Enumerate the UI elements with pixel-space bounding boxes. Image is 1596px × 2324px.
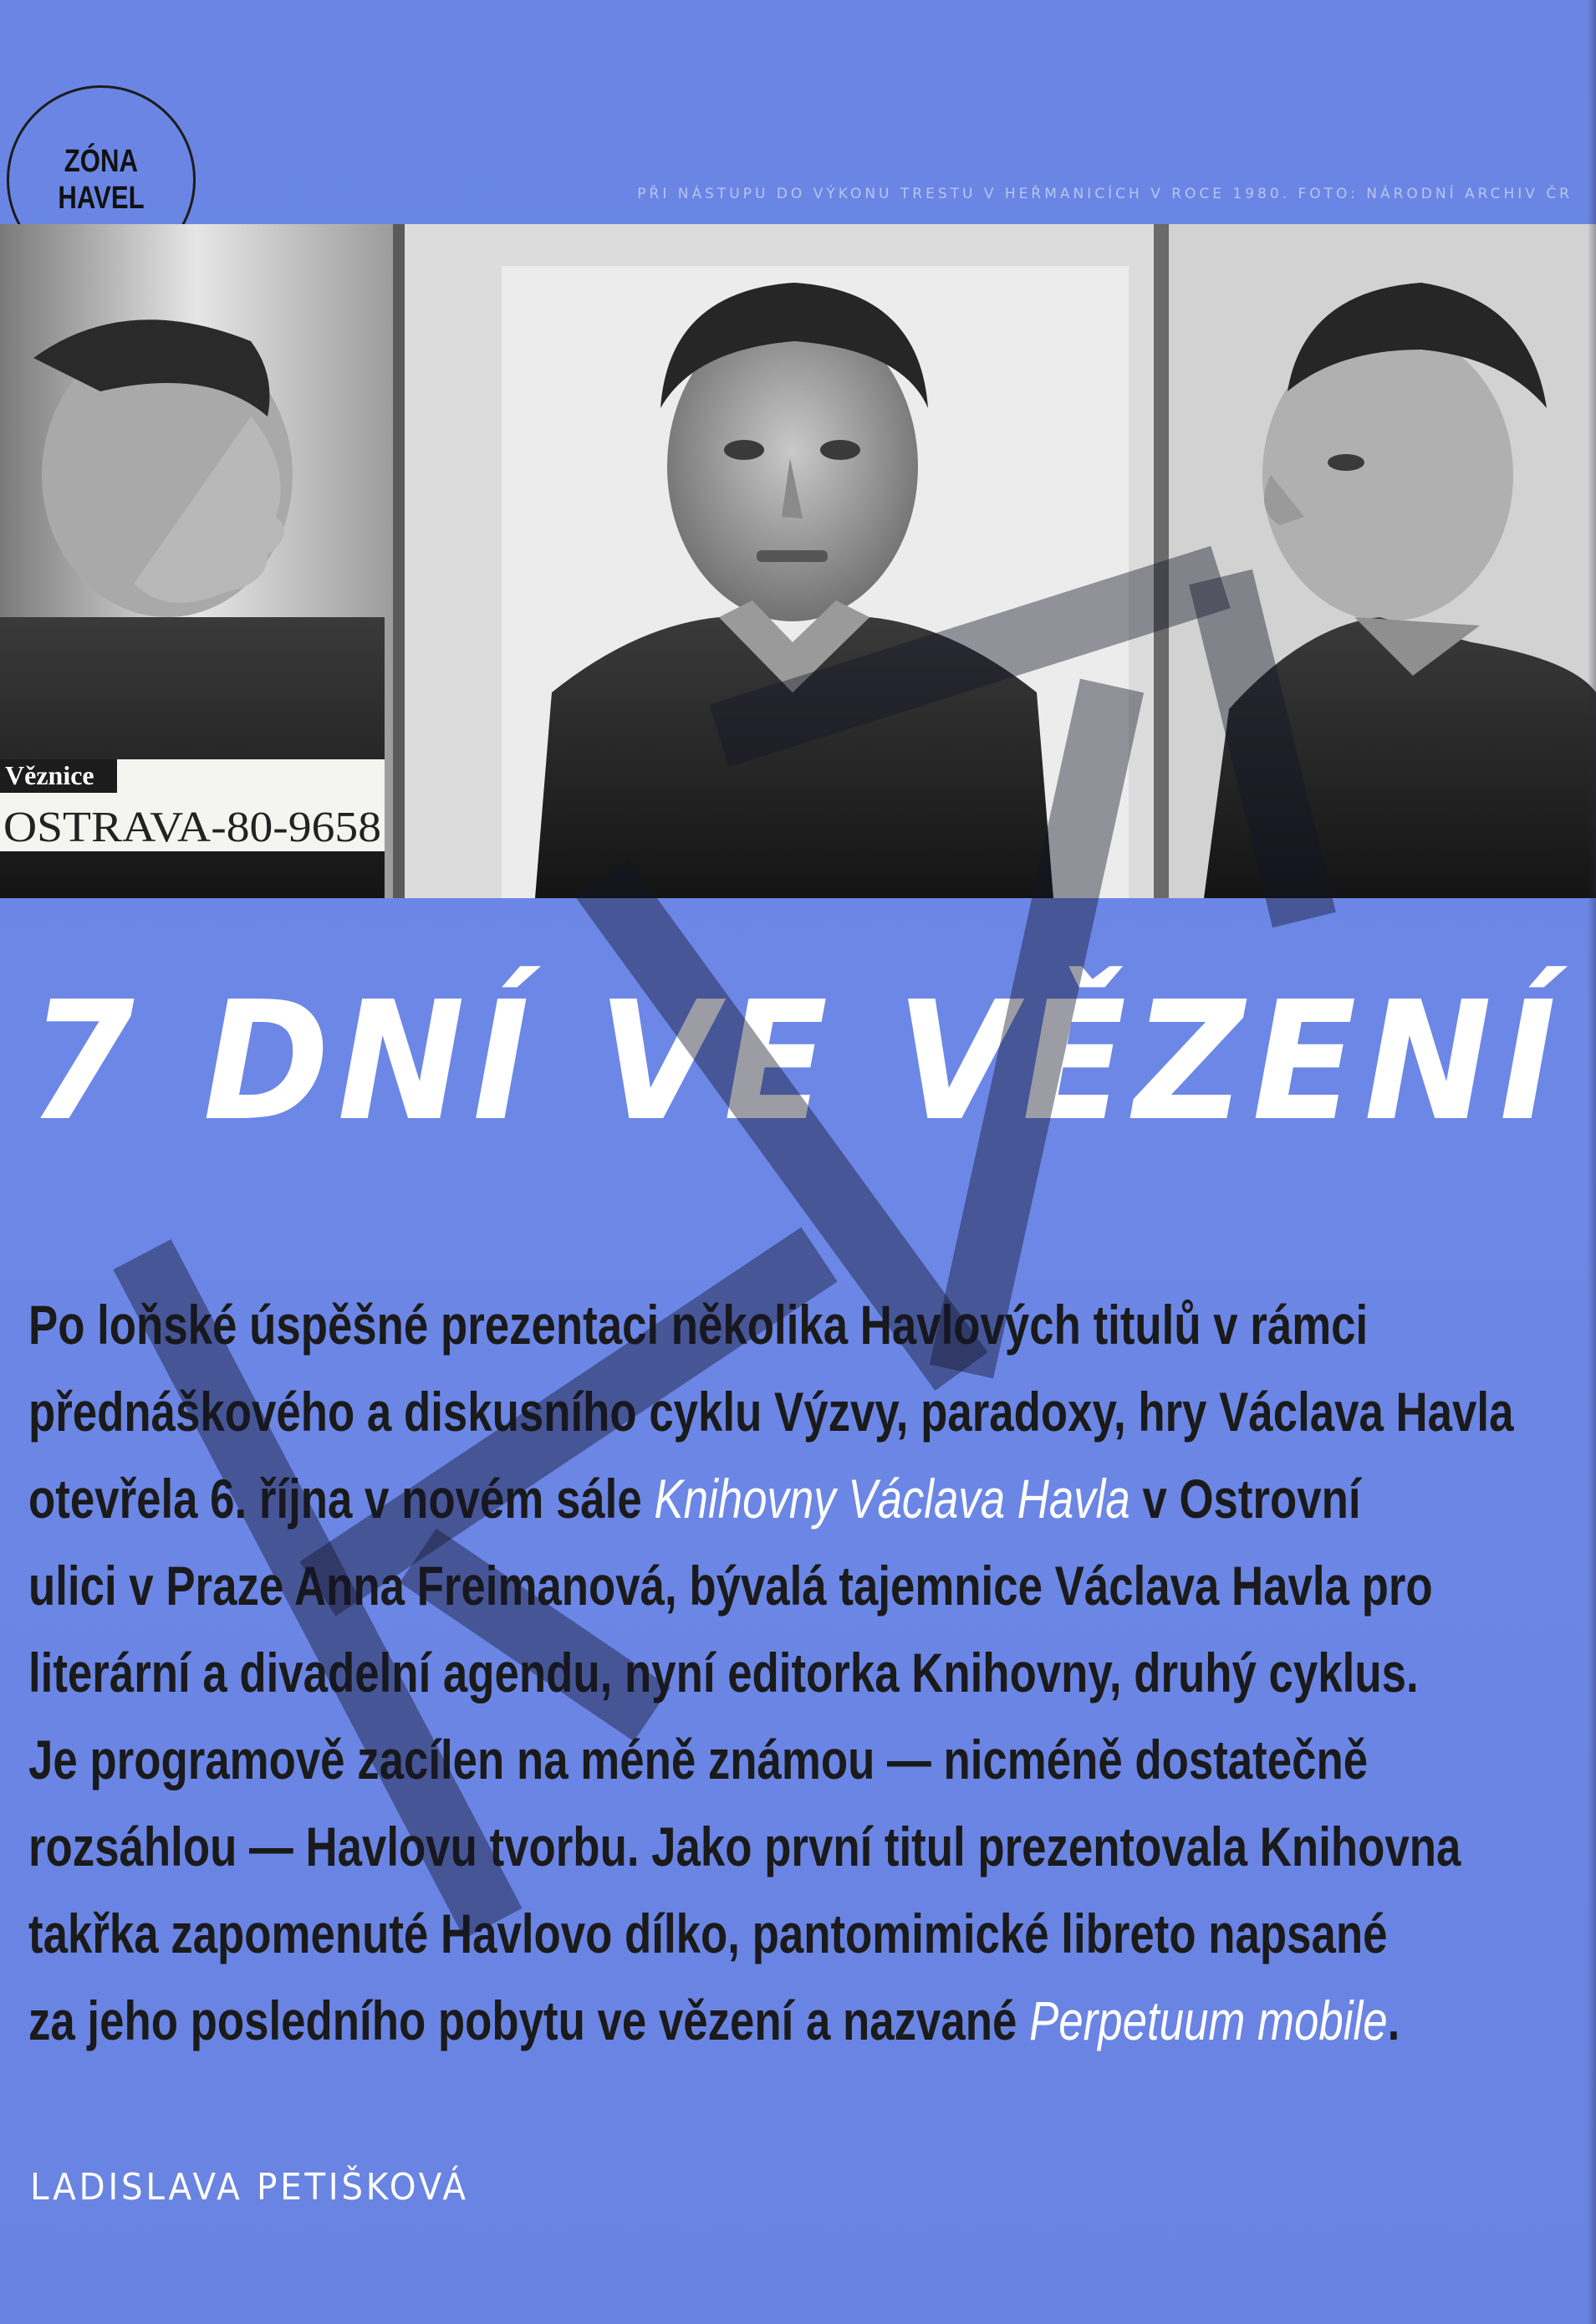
mugshot-sign-line1: Věznice	[5, 760, 94, 790]
body-text-segment: .	[1387, 1989, 1400, 2051]
mugshot-sign-line2: OSTRAVA-80-9658	[3, 804, 382, 851]
body-line: přednáškového a diskusního cyklu Výzvy, paradoxy, hry Václava Havla	[28, 1381, 1514, 1443]
work-title-italic: Perpetuum mobile	[1029, 1989, 1388, 2051]
zone-badge-line2: HAVEL	[58, 181, 145, 216]
body-line	[28, 1977, 1400, 2064]
page-edge-shadow	[1588, 0, 1596, 2324]
photo-caption: PŘI NÁSTUPU DO VÝKONU TRESTU V HEŘMANICÍCH V ROCE 1980. FOTO: NÁRODNÍ ARCHIV ČR	[637, 186, 1573, 202]
body-line: rozsáhlou — Havlovu tvorbu. Jako první titul prezentovala Knihovna	[28, 1816, 1461, 1877]
body-text-segment: otevřela 6. října v novém sále	[28, 1468, 655, 1530]
body-line: literární a divadelní agendu, nyní editorka Knihovny, druhý cyklus.	[28, 1642, 1419, 1703]
body-line: Je programově zacílen na méně známou — nicméně dostatečně	[28, 1729, 1369, 1790]
author-name: LADISLAVA PETIŠKOVÁ	[30, 2166, 469, 2209]
body-line: takřka zapomenuté Havlovo dílko, pantomimické libreto napsané	[28, 1903, 1388, 1964]
body-text-segment: za jeho posledního pobytu ve vězení a nazvané	[28, 1989, 1030, 2051]
body-text-segment: v Ostrovní	[1129, 1468, 1361, 1530]
article-body	[28, 1281, 1583, 2064]
mugshot-illustration	[0, 224, 1596, 898]
zone-badge-line1: ZÓNA	[64, 144, 139, 179]
body-line: ulici v Praze Anna Freimanová, bývalá tajemnice Václava Havla pro	[28, 1555, 1433, 1617]
library-name-italic: Knihovny Václava Havla	[654, 1468, 1130, 1530]
body-line: Po loňské úspěšné prezentaci několika Havlových titulů v rámci	[28, 1294, 1369, 1356]
page-title: 7 DNÍ VE VĚZENÍ	[28, 967, 1564, 1157]
body-line	[28, 1455, 1361, 1542]
mugshot-photo	[0, 224, 1596, 898]
